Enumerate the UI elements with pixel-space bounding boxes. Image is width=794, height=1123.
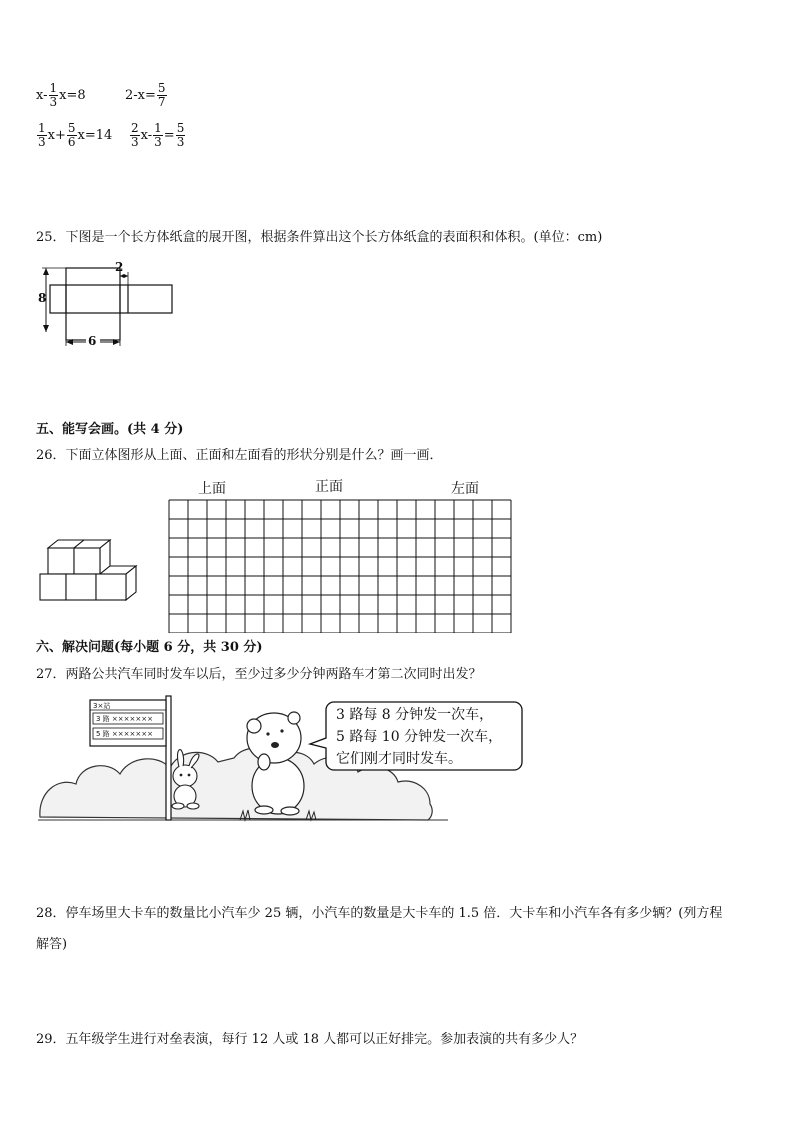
box-net-diagram bbox=[36, 258, 186, 348]
eq2-prefix: 2-x= bbox=[125, 87, 156, 103]
bubble-line-2: 5 路每 10 分钟发一次车， bbox=[336, 729, 503, 745]
eq4-fraction-1 bbox=[130, 122, 140, 148]
eq2-numerator: 5 bbox=[157, 81, 166, 95]
eq2-denominator: 7 bbox=[157, 94, 166, 109]
eq4-fraction-3 bbox=[176, 122, 186, 148]
q29-text: 29．五年级学生进行对垒表演，每行 12 人或 18 人都可以正好排完。参加表演的共有多少人？ bbox=[36, 1032, 584, 1047]
eq4-denominator-2: 3 bbox=[154, 134, 162, 149]
net-horizontal-strip bbox=[50, 285, 172, 313]
eq4-middle: x- bbox=[140, 127, 153, 143]
eq3-numerator-1: 1 bbox=[38, 121, 46, 135]
eq4-numerator-3: 5 bbox=[176, 121, 185, 135]
q25-text: 25．下图是一个长方体纸盒的展开图，根据条件算出这个长方体纸盒的表面积和体积。(单位：cm) bbox=[36, 230, 603, 245]
section5-title: 五、能写会画。(共 4 分) bbox=[36, 422, 184, 437]
equation-1 bbox=[36, 82, 86, 108]
q26-text: 26．下面立体图形从上面、正面和左面看的形状分别是什么？画一画． bbox=[36, 448, 443, 463]
eq1-prefix: x- bbox=[36, 87, 48, 103]
sign-pole bbox=[166, 696, 171, 820]
eq4-numerator-1: 2 bbox=[131, 121, 139, 135]
eq3-suffix: x=14 bbox=[77, 127, 113, 143]
eq4-denominator-3: 3 bbox=[176, 134, 185, 149]
eq3-denominator-1: 3 bbox=[38, 134, 46, 149]
eq1-fraction bbox=[49, 82, 59, 108]
label-6: 6 bbox=[88, 334, 97, 348]
eq3-fraction-1 bbox=[37, 122, 47, 148]
equation-3 bbox=[36, 122, 112, 148]
eq3-middle: x+ bbox=[47, 127, 66, 143]
eq3-denominator-2: 6 bbox=[67, 134, 76, 149]
section6-title: 六、解决问题(每小题 6 分，共 30 分) bbox=[36, 640, 263, 655]
eq4-denominator-1: 3 bbox=[131, 134, 139, 149]
cube-3d-figure bbox=[38, 538, 138, 610]
label-8: 8 bbox=[38, 291, 47, 305]
bubble-line-3: 它们刚才同时发车。 bbox=[336, 751, 462, 767]
equation-2 bbox=[125, 82, 168, 108]
q28-text-line-2: 解答) bbox=[36, 937, 68, 952]
sign-header: 3×站 bbox=[93, 702, 111, 710]
bubble-line-1: 3 路每 8 分钟发一次车， bbox=[336, 707, 494, 723]
label-2: 2 bbox=[115, 260, 124, 274]
label-left-view: 左面 bbox=[451, 481, 479, 497]
eq1-denominator: 3 bbox=[49, 94, 58, 109]
label-front-view: 正面 bbox=[315, 479, 343, 495]
sign-row-route-5: 5 路 ××××××× bbox=[96, 730, 153, 738]
sign-row-route-3: 3 路 ××××××× bbox=[96, 715, 153, 723]
eq3-numerator-2: 5 bbox=[67, 121, 76, 135]
eq1-suffix: x=8 bbox=[59, 87, 86, 103]
q28-text-line-1: 28．停车场里大卡车的数量比小汽车少 25 辆，小汽车的数量是大卡车的 1.5 倍．大卡车和小汽车各有多少辆？(列方程 bbox=[36, 906, 723, 921]
eq3-fraction-2 bbox=[67, 122, 77, 148]
q27-text: 27．两路公共汽车同时发车以后，至少过多少分钟两路车才第二次同时出发？ bbox=[36, 667, 482, 682]
equation-4 bbox=[129, 122, 186, 148]
drawing-grid[interactable] bbox=[168, 499, 512, 633]
net-center-strip bbox=[66, 268, 120, 340]
eq4-equals: = bbox=[163, 127, 175, 143]
eq4-fraction-2 bbox=[153, 122, 163, 148]
label-top-view: 上面 bbox=[198, 481, 226, 497]
eq2-fraction bbox=[157, 82, 167, 108]
eq1-numerator: 1 bbox=[49, 81, 58, 95]
eq4-numerator-2: 1 bbox=[154, 121, 162, 135]
